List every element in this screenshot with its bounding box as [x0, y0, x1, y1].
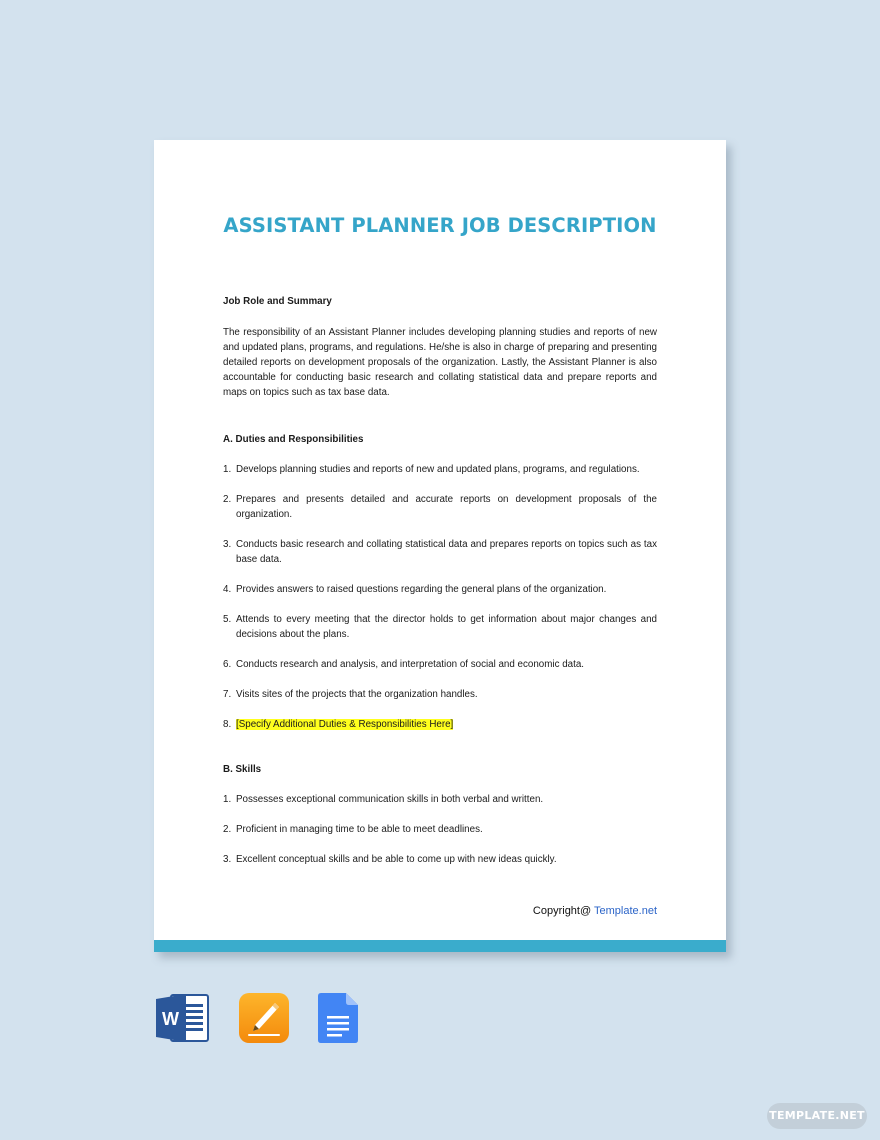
duty-text: Conducts basic research and collating statistical data and prepares reports on topics such as tax base data.: [236, 539, 657, 565]
copyright-link[interactable]: Template.net: [594, 905, 657, 917]
duty-item: [223, 657, 657, 672]
document-body: [223, 294, 657, 867]
skill-number: 3.: [223, 854, 232, 865]
duty-item: [223, 687, 657, 702]
document-page: [154, 140, 726, 952]
skill-item: [223, 792, 657, 807]
skill-number: 2.: [223, 824, 232, 835]
word-icon-letter: W: [162, 1009, 179, 1029]
duty-number: 3.: [223, 539, 232, 550]
duty-item: [223, 462, 657, 477]
skills-list: [223, 792, 657, 867]
google-docs-icon[interactable]: [318, 993, 358, 1043]
duty-number: 5.: [223, 614, 232, 625]
duty-number: 2.: [223, 494, 232, 505]
duty-item: [223, 537, 657, 567]
word-icon[interactable]: [156, 993, 210, 1043]
duty-text: Prepares and presents detailed and accurate reports on development proposals of the organization.: [236, 494, 657, 520]
summary-heading: Job Role and Summary: [223, 296, 332, 307]
duty-text: Develops planning studies and reports of new and updated plans, programs, and regulations.: [236, 464, 640, 475]
highlighted-placeholder-text: [Specify Additional Duties & Responsibilities Here]: [236, 719, 454, 730]
duty-text: Provides answers to raised questions regarding the general plans of the organization.: [236, 584, 607, 595]
skills-heading: B. Skills: [223, 764, 262, 775]
duty-number: 7.: [223, 689, 232, 700]
skill-item: [223, 822, 657, 837]
duty-number: 8.: [223, 719, 232, 730]
template-net-badge[interactable]: TEMPLATE.NET: [767, 1103, 867, 1129]
skill-text: Proficient in managing time to be able to meet deadlines.: [236, 824, 483, 835]
duty-text: Conducts research and analysis, and interpretation of social and economic data.: [236, 659, 584, 670]
skill-text: Excellent conceptual skills and be able to come up with new ideas quickly.: [236, 854, 557, 865]
duty-text: Visits sites of the projects that the organization handles.: [236, 689, 478, 700]
duty-item: [223, 492, 657, 522]
duty-number: 6.: [223, 659, 232, 670]
document-title: ASSISTANT PLANNER JOB DESCRIPTION: [223, 214, 657, 237]
duty-item: [223, 612, 657, 642]
footer-accent-bar: [154, 940, 726, 952]
pages-icon[interactable]: [239, 993, 289, 1043]
duty-text: Attends to every meeting that the director holds to get information about major changes and decisions about the plans.: [236, 614, 657, 640]
copyright-label: Copyright@: [532, 905, 595, 917]
summary-paragraph: The responsibility of an Assistant Planner includes developing planning studies and reports of new and updated plans, programs, and regulations. He/she is also in charge of preparing and presenting detailed reports on development proposals of the organization. Lastly, the Assistant Planner is also accountable for conducting basic research and collating statistical data and prepare reports and maps on topics such as tax base data.: [223, 327, 657, 398]
duty-item: [223, 582, 657, 597]
duties-heading: A. Duties and Responsibilities: [223, 434, 364, 445]
skill-text: Possesses exceptional communication skills in both verbal and written.: [236, 794, 544, 805]
duty-number: 4.: [223, 584, 232, 595]
skill-item: [223, 852, 657, 867]
copyright-line: [533, 904, 657, 918]
duty-item-placeholder: [223, 717, 657, 732]
duties-list: [223, 462, 657, 732]
skill-number: 1.: [223, 794, 232, 805]
duty-number: 1.: [223, 464, 232, 475]
